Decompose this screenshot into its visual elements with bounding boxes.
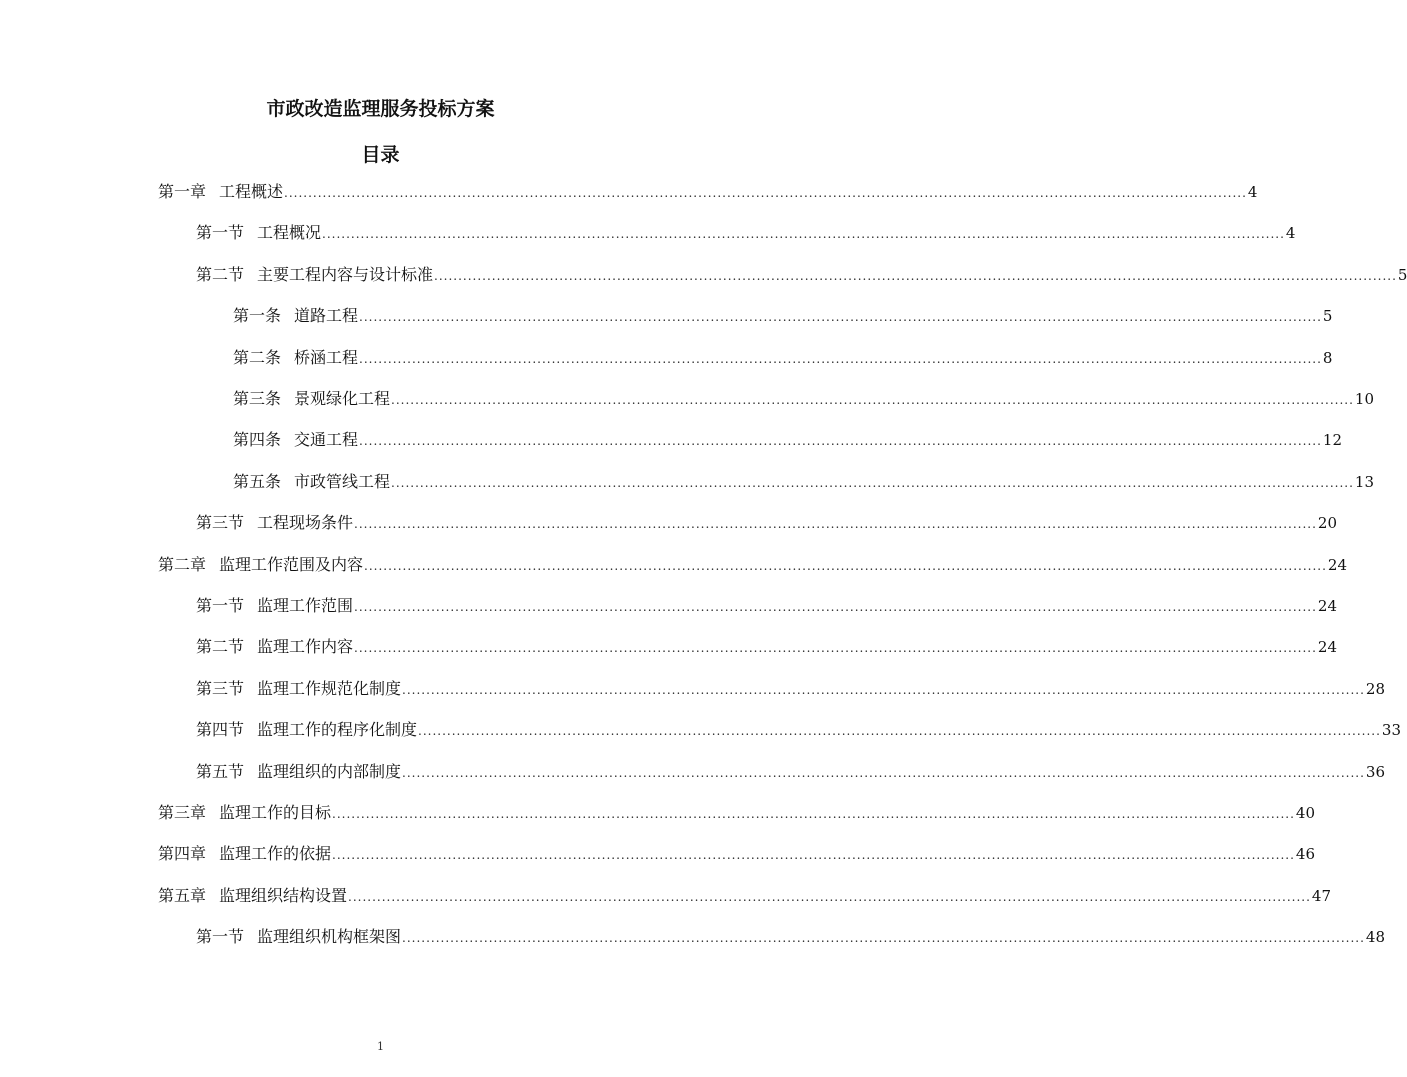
toc-entry-page: 28 xyxy=(1365,680,1386,698)
toc-dot-leader: ........................................................................................................................................................................................................ xyxy=(434,269,1397,283)
toc-entry-label: 工程概述 xyxy=(219,182,284,201)
toc-entry-number: 第二章 xyxy=(158,555,207,574)
toc-entry-page: 5 xyxy=(1322,307,1333,325)
toc-entry-label: 交通工程 xyxy=(294,430,359,449)
toc-entry-number: 第五条 xyxy=(233,472,282,491)
toc-entry[interactable] xyxy=(233,344,1333,368)
toc-entry-label: 工程现场条件 xyxy=(257,513,354,532)
toc-entry-page: 24 xyxy=(1317,597,1338,615)
toc-entry-label: 监理工作规范化制度 xyxy=(257,679,402,698)
toc-entry-page: 24 xyxy=(1327,556,1348,574)
toc-entry-label: 监理工作范围及内容 xyxy=(219,555,364,574)
toc-entry[interactable] xyxy=(196,509,1338,533)
toc-entry-label: 市政管线工程 xyxy=(294,472,391,491)
toc-dot-leader: ........................................................................................................................................................................................................ xyxy=(322,227,1285,241)
toc-dot-leader: ........................................................................................................................................................................................................ xyxy=(418,724,1381,738)
toc-entry-page: 36 xyxy=(1365,763,1386,781)
toc-entry-page: 5 xyxy=(1397,266,1407,284)
toc-entry-label: 景观绿化工程 xyxy=(294,389,391,408)
toc-entry[interactable] xyxy=(233,302,1333,326)
toc-dot-leader: ........................................................................................................................................................................................................ xyxy=(284,186,1247,200)
toc-dot-leader: ........................................................................................................................................................................................................ xyxy=(332,807,1295,821)
toc-entry[interactable] xyxy=(158,799,1316,823)
toc-entry-page: 24 xyxy=(1317,638,1338,656)
toc-entry-label: 监理工作的程序化制度 xyxy=(257,720,418,739)
toc-entry-label: 道路工程 xyxy=(294,306,359,325)
toc-dot-leader: ........................................................................................................................................................................................................ xyxy=(391,476,1354,490)
toc-entry[interactable] xyxy=(196,592,1338,616)
toc-entry-page: 46 xyxy=(1295,845,1316,863)
toc-entry[interactable] xyxy=(233,468,1375,492)
toc-entry-number: 第三条 xyxy=(233,389,282,408)
toc-dot-leader: ........................................................................................................................................................................................................ xyxy=(402,931,1365,945)
toc-entry-number: 第五节 xyxy=(196,762,245,781)
toc-entry-page: 20 xyxy=(1317,514,1338,532)
toc-dot-leader: ........................................................................................................................................................................................................ xyxy=(402,683,1365,697)
toc-entry-label: 监理工作的依据 xyxy=(219,844,332,863)
toc-entry-number: 第一条 xyxy=(233,306,282,325)
toc-entry-number: 第二条 xyxy=(233,348,282,367)
toc-entry[interactable] xyxy=(196,219,1296,243)
toc-entry[interactable] xyxy=(158,178,1258,202)
toc-entry-page: 48 xyxy=(1365,928,1386,946)
toc-entry-number: 第一节 xyxy=(196,927,245,946)
toc-entry-page: 47 xyxy=(1311,887,1332,905)
toc-entry-page: 10 xyxy=(1354,390,1375,408)
toc-entry-page: 4 xyxy=(1285,224,1296,242)
toc-entry-label: 工程概况 xyxy=(257,223,322,242)
toc-entry-page: 4 xyxy=(1247,183,1258,201)
toc-dot-leader: ........................................................................................................................................................................................................ xyxy=(359,434,1322,448)
toc-entry-label: 监理工作的目标 xyxy=(219,803,332,822)
toc-entry[interactable] xyxy=(158,551,1348,575)
toc-heading: 目录 xyxy=(361,144,400,166)
toc-dot-leader: ........................................................................................................................................................................................................ xyxy=(332,848,1295,862)
toc-entry-label: 监理工作内容 xyxy=(257,637,354,656)
toc-entry-page: 8 xyxy=(1322,349,1333,367)
toc-entry[interactable] xyxy=(196,716,1402,740)
toc-entry-label: 监理工作范围 xyxy=(257,596,354,615)
toc-entry[interactable] xyxy=(196,675,1386,699)
toc-dot-leader: ........................................................................................................................................................................................................ xyxy=(354,641,1317,655)
toc-entry-label: 桥涵工程 xyxy=(294,348,359,367)
toc-entry-label: 监理组织机构框架图 xyxy=(257,927,402,946)
toc-entry-page: 13 xyxy=(1354,473,1375,491)
toc-entry[interactable] xyxy=(158,882,1332,906)
toc-entry[interactable] xyxy=(196,633,1338,657)
toc-entry-label: 监理组织结构设置 xyxy=(219,886,348,905)
toc-entry-number: 第一节 xyxy=(196,596,245,615)
toc-entry-number: 第三节 xyxy=(196,679,245,698)
toc-dot-leader: ........................................................................................................................................................................................................ xyxy=(402,766,1365,780)
document-title: 市政改造监理服务投标方案 xyxy=(266,98,495,120)
toc-entry[interactable] xyxy=(196,758,1386,782)
toc-entry-number: 第一章 xyxy=(158,182,207,201)
toc-entry-page: 40 xyxy=(1295,804,1316,822)
toc-entry-number: 第二节 xyxy=(196,637,245,656)
toc-entry-number: 第五章 xyxy=(158,886,207,905)
toc-entry[interactable] xyxy=(196,923,1386,947)
toc-dot-leader: ........................................................................................................................................................................................................ xyxy=(364,559,1327,573)
toc-entry[interactable] xyxy=(233,426,1343,450)
toc-entry-number: 第二节 xyxy=(196,265,245,284)
toc-dot-leader: ........................................................................................................................................................................................................ xyxy=(391,393,1354,407)
toc-dot-leader: ........................................................................................................................................................................................................ xyxy=(354,600,1317,614)
toc-entry[interactable] xyxy=(158,840,1316,864)
toc-entry-label: 主要工程内容与设计标准 xyxy=(257,265,434,284)
toc-entry-number: 第四条 xyxy=(233,430,282,449)
toc-entry-label: 监理组织的内部制度 xyxy=(257,762,402,781)
toc-dot-leader: ........................................................................................................................................................................................................ xyxy=(359,310,1322,324)
toc-dot-leader: ........................................................................................................................................................................................................ xyxy=(348,890,1311,904)
toc-dot-leader: ........................................................................................................................................................................................................ xyxy=(354,517,1317,531)
toc-entry-number: 第一节 xyxy=(196,223,245,242)
toc-entry-number: 第三节 xyxy=(196,513,245,532)
toc-entry-number: 第三章 xyxy=(158,803,207,822)
toc-entry[interactable] xyxy=(196,261,1407,285)
toc-entry-number: 第四章 xyxy=(158,844,207,863)
toc-dot-leader: ........................................................................................................................................................................................................ xyxy=(359,352,1322,366)
toc-entry-number: 第四节 xyxy=(196,720,245,739)
toc-entry-page: 12 xyxy=(1322,431,1343,449)
toc-entry-page: 33 xyxy=(1381,721,1402,739)
toc-entry[interactable] xyxy=(233,385,1375,409)
page-number: 1 xyxy=(377,1040,384,1053)
